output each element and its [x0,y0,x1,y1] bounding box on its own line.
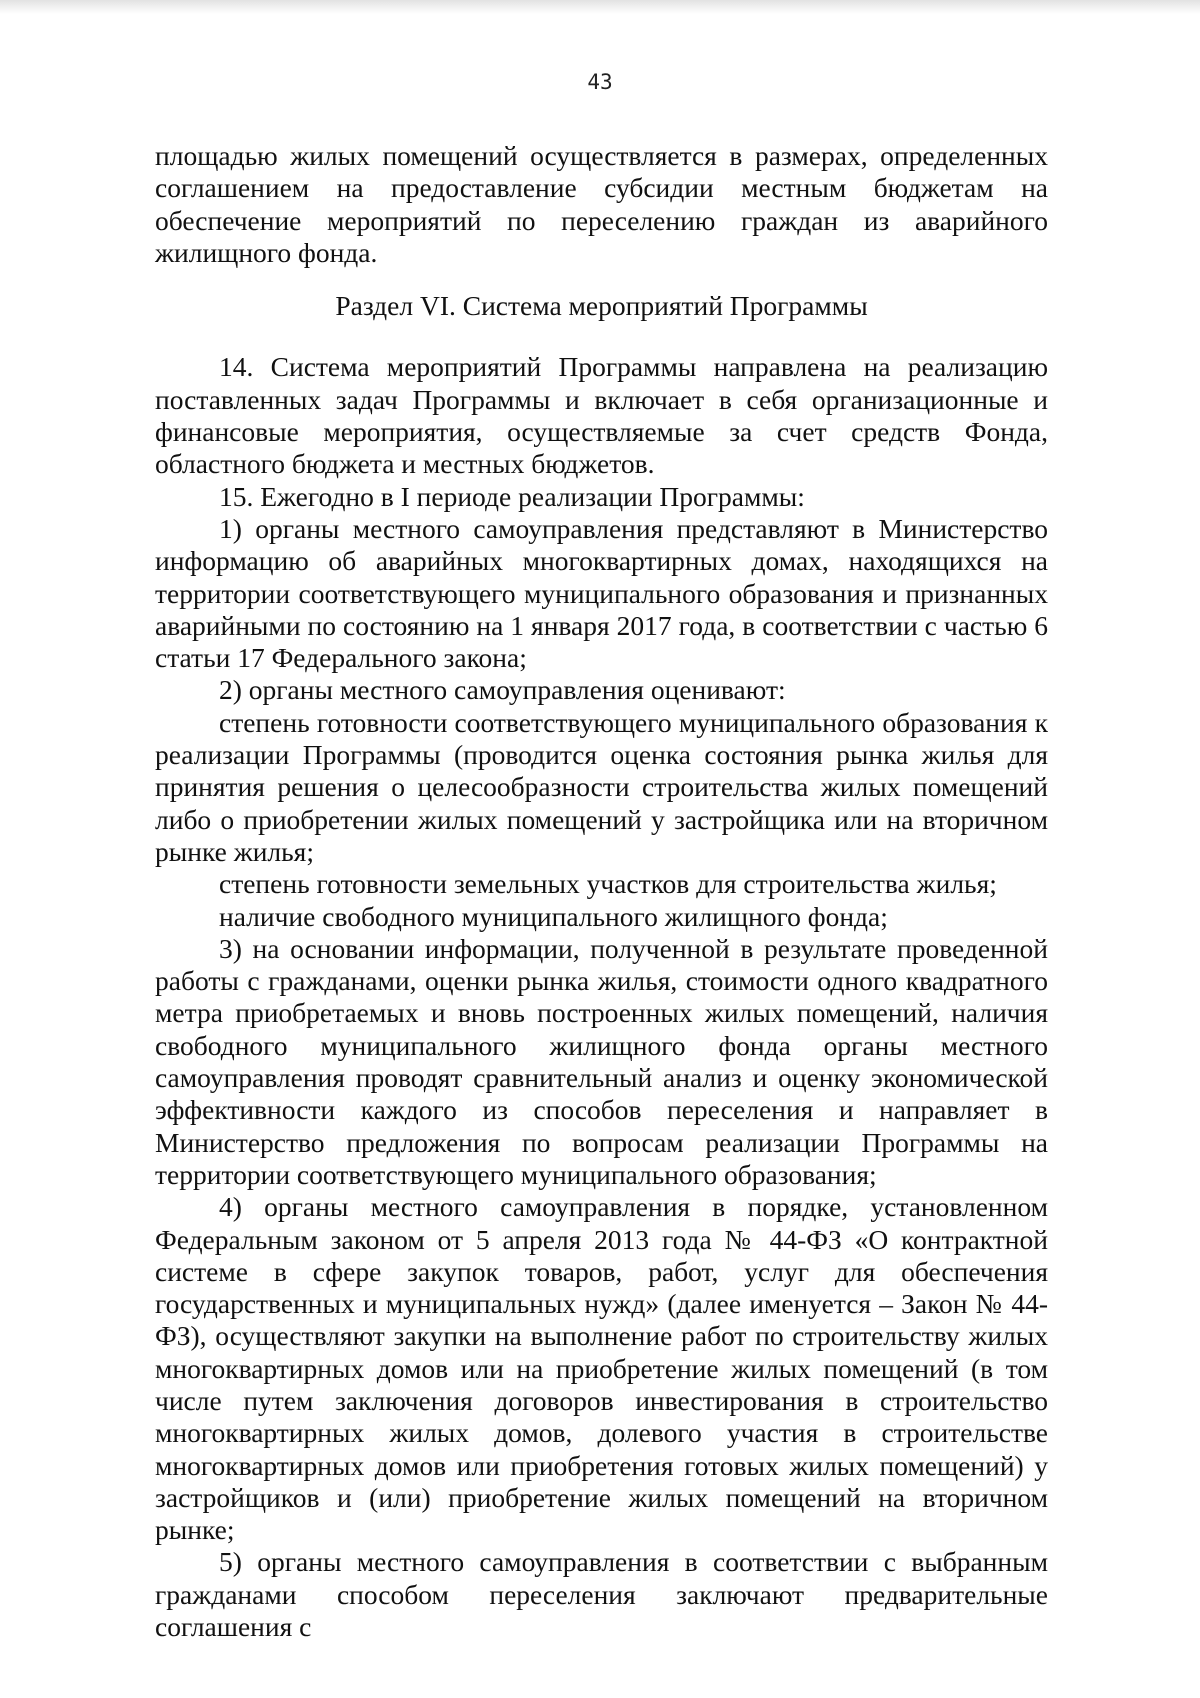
scan-edge-shading [0,0,1200,14]
sub-item-readiness-municipality: степень готовности соответствующего муниципального образования к реализации Программы (проводится оценка состояния рынка жилья для принятия решения о целесообразности строительства жилых помещений либо о приобретении жилых помещений у застройщика или на вторичном рынке жилья; [155,706,1048,867]
sub-item-free-housing-fund: наличие свободного муниципального жилищного фонда; [219,900,888,932]
sub-item-readiness-land: степень готовности земельных участков для строительства жилья; [219,868,997,900]
paragraph-14: 14. Система мероприятий Программы направлена на реализацию поставленных задач Программы и включает в себя организационные и финансовые мероприятия, осуществляемые за счет средств Фонда, областного бюджета и местных бюджетов. [155,351,1048,480]
list-item-1: 1) органы местного самоуправления представляют в Министерство информацию об аварийных многоквартирных домах, находящихся на территории соответствующего муниципального образования и признанных аварийными по состоянию на 1 января 2017 года, в соответствии с частью 6 статьи 17 Федерального закона; [155,512,1048,674]
intro-paragraph: площадью жилых помещений осуществляется в размерах, определенных соглашением на предоставление субсидии местным бюджетам на обеспечение мероприятий по переселению граждан из аварийного жилищного фонда. [155,140,1048,268]
section-heading: Раздел VI. Система мероприятий Программы [335,290,868,322]
document-body [155,140,1048,1643]
list-item-3: 3) на основании информации, полученной в результате проведенной работы с гражданами, оценки рынка жилья, стоимости одного квадратного метра приобретаемых и вновь построенных жилых помещений, наличия свободного муниципального жилищного фонда органы местного самоуправления проводят сравнительный анализ и оценку экономической эффективности каждого из способов переселения и направляет в Министерство предложения по вопросам реализации Программы на территории соответствующего муниципального образования; [155,932,1048,1190]
list-item-5: 5) органы местного самоуправления в соответствии с выбранным гражданами способом переселения заключают предварительные соглашения с [155,1546,1048,1643]
paragraph-15: 15. Ежегодно в I периоде реализации Программы: [219,480,805,512]
list-item-4: 4) органы местного самоуправления в порядке, установленном Федеральным законом от 5 апреля 2013 года № 44-ФЗ «О контрактной системе в сфере закупок товаров, работ, услуг для обеспечения государственных и муниципальных нужд» (далее именуется – Закон № 44-ФЗ), осуществляют закупки на выполнение работ по строительству жилых многоквартирных домов или на приобретение жилых помещений (в том числе путем заключения договоров инвестирования в строительство многоквартирных жилых домов, долевого участия в строительстве многоквартирных домов или приобретения готовых жилых помещений) у застройщиков и (или) приобретение жилых помещений на вторичном рынке; [155,1191,1048,1546]
list-item-2: 2) органы местного самоуправления оценивают: [219,674,786,706]
page-number: 43 [587,70,613,94]
